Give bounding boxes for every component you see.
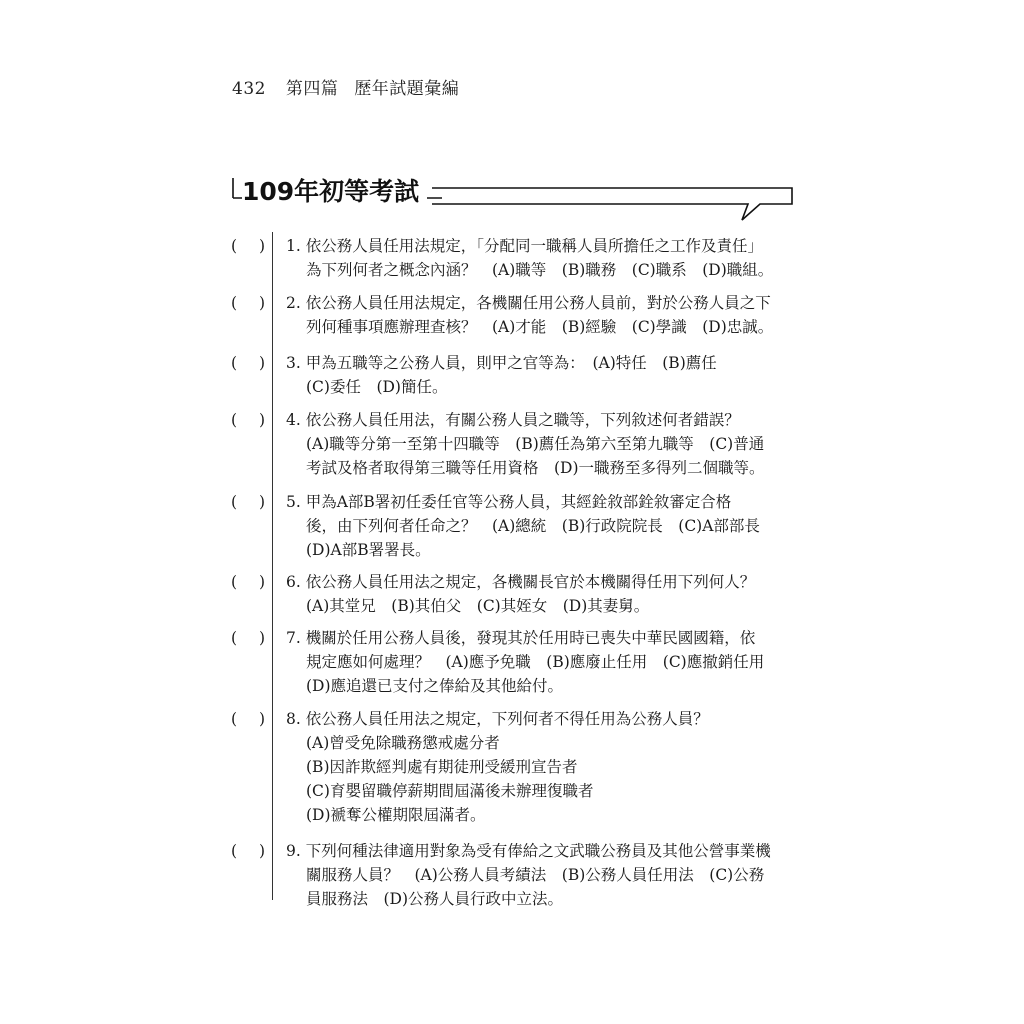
question-item [0, 351, 1024, 399]
question-option-line: (D)褫奪公權期限屆滿者。 [306, 806, 486, 824]
answer-paren-open: ( [231, 354, 238, 372]
question-option-line: 為下列何者之概念內涵？ (A)職等 (B)職務 (C)職系 (D)職組。 [306, 261, 774, 279]
answer-paren-open: ( [231, 573, 238, 591]
question-text [286, 626, 796, 698]
section-heading [232, 168, 794, 226]
answer-blank [231, 234, 265, 258]
question-option-line: 考試及格者取得第三職等任用資格 (D)一職務至多得列二個職等。 [306, 459, 765, 477]
question-text [286, 234, 796, 282]
answer-paren-close: ) [258, 573, 265, 591]
answer-paren-open: ( [231, 842, 238, 860]
question-item [0, 570, 1024, 618]
question-stem-line: 3. 甲為五職等之公務人員，則甲之官等為： (A)特任 (B)薦任 [286, 354, 717, 372]
question-option-line: (D)A部B署署長。 [306, 541, 431, 559]
answer-paren-open: ( [231, 237, 238, 255]
section-title: 109年初等考試 [242, 172, 427, 208]
answer-paren-open: ( [231, 493, 238, 511]
question-text [286, 291, 796, 339]
answer-blank [231, 408, 265, 432]
answer-paren-close: ) [258, 710, 265, 728]
answer-paren-close: ) [258, 354, 265, 372]
question-option-line: (B)因詐欺經判處有期徒刑受緩刑宣告者 [306, 758, 578, 776]
question-stem-line: 5. 甲為A部B署初任委任官等公務人員，其經銓敘部銓敘審定合格 [286, 493, 732, 511]
answer-paren-close: ) [258, 411, 265, 429]
question-item [0, 408, 1024, 480]
question-text [286, 490, 796, 562]
question-item [0, 490, 1024, 562]
question-item [0, 707, 1024, 827]
question-option-line: 後，由下列何者任命之？ (A)總統 (B)行政院院長 (C)A部部長 [306, 517, 760, 535]
question-item [0, 291, 1024, 339]
answer-blank [231, 490, 265, 514]
question-option-line: (C)委任 (D)簡任。 [306, 378, 448, 396]
question-stem-line: 2. 依公務人員任用法規定，各機關任用公務人員前，對於公務人員之下 [286, 294, 771, 312]
question-stem-line: 7. 機關於任用公務人員後，發現其於任用時已喪失中華民國國籍，依 [286, 629, 756, 647]
question-stem-line: 4. 依公務人員任用法，有關公務人員之職等，下列敘述何者錯誤？ [286, 411, 740, 429]
answer-blank [231, 626, 265, 650]
part-label: 第四篇 [285, 79, 339, 99]
question-option-line: 規定應如何處理？ (A)應予免職 (B)應廢止任用 (C)應撤銷任用 [306, 653, 765, 671]
answer-paren-close: ) [258, 237, 265, 255]
answer-paren-open: ( [231, 629, 238, 647]
question-option-line: 列何種事項應辦理查核？ (A)才能 (B)經驗 (C)學識 (D)忠誠。 [306, 318, 774, 336]
question-text [286, 570, 796, 618]
answer-paren-close: ) [258, 294, 265, 312]
answer-blank [231, 351, 265, 375]
question-text [286, 351, 796, 399]
answer-paren-close: ) [258, 629, 265, 647]
question-option-line: (D)應追還已支付之俸給及其他給付。 [306, 677, 564, 695]
answer-paren-open: ( [231, 294, 238, 312]
answer-blank [231, 291, 265, 315]
answer-paren-close: ) [258, 842, 265, 860]
question-text [286, 408, 796, 480]
question-text [286, 707, 796, 827]
running-head [232, 74, 459, 99]
answer-blank [231, 707, 265, 731]
question-option-line: 員服務法 (D)公務人員行政中立法。 [306, 890, 564, 908]
question-stem-line: 6. 依公務人員任用法之規定，各機關長官於本機關得任用下列何人？ [286, 573, 756, 591]
question-text [286, 839, 796, 911]
question-option-line: (C)育嬰留職停薪期間屆滿後未辦理復職者 [306, 782, 594, 800]
question-option-line: 關服務人員？ (A)公務人員考績法 (B)公務人員任用法 (C)公務 [306, 866, 765, 884]
answer-paren-open: ( [231, 710, 238, 728]
question-item [0, 839, 1024, 911]
question-stem-line: 9. 下列何種法律適用對象為受有俸給之文武職公務員及其他公營事業機 [286, 842, 771, 860]
page-number: 432 [232, 79, 266, 99]
answer-paren-open: ( [231, 411, 238, 429]
question-item [0, 234, 1024, 282]
question-item [0, 626, 1024, 698]
answer-blank [231, 570, 265, 594]
question-option-line: (A)職等分第一至第十四職等 (B)薦任為第六至第九職等 (C)普通 [306, 435, 765, 453]
question-option-line: (A)曾受免除職務懲戒處分者 [306, 734, 500, 752]
question-option-line: (A)其堂兄 (B)其伯父 (C)其姪女 (D)其妻舅。 [306, 597, 650, 615]
part-title: 歷年試題彙編 [354, 79, 460, 99]
answer-blank [231, 839, 265, 863]
answer-paren-close: ) [258, 493, 265, 511]
question-stem-line: 1. 依公務人員任用法規定，「分配同一職稱人員所擔任之工作及責任」 [286, 237, 763, 255]
question-stem-line: 8. 依公務人員任用法之規定，下列何者不得任用為公務人員？ [286, 710, 709, 728]
